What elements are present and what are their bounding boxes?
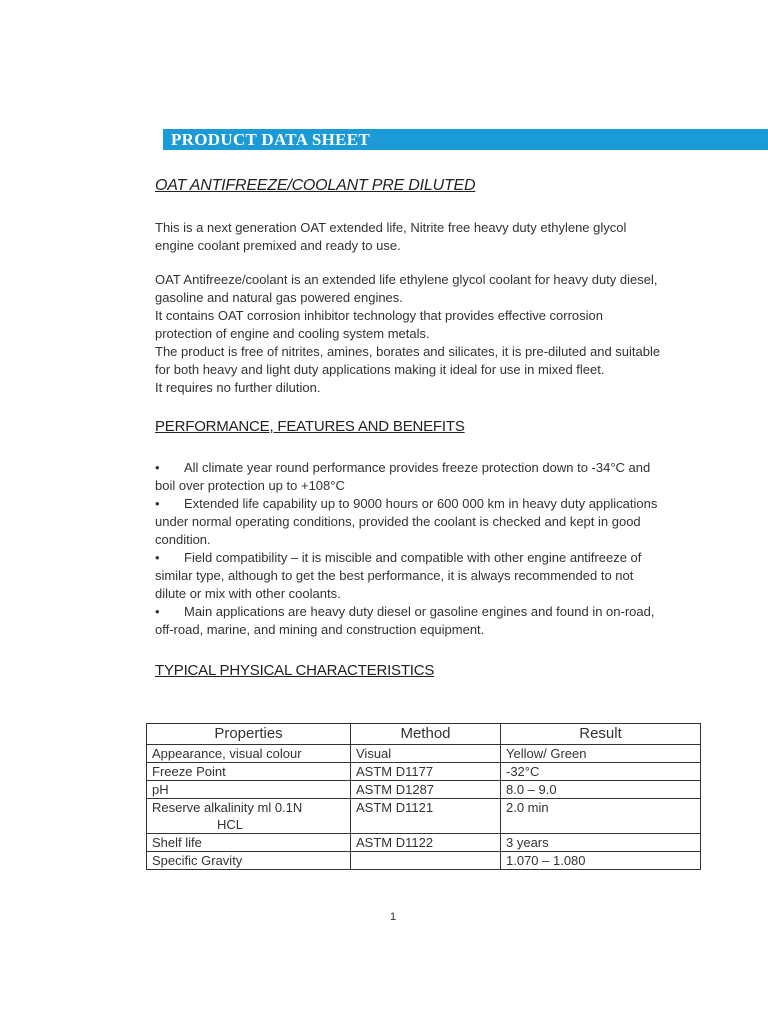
- bullet-symbol: •: [155, 460, 160, 475]
- benefit-text: off-road, marine, and mining and construction equipment.: [155, 622, 485, 637]
- bullet-symbol: •: [155, 550, 160, 565]
- benefit-item: [155, 603, 715, 639]
- document-title: OAT ANTIFREEZE/COOLANT PRE DILUTED: [155, 177, 476, 194]
- description-paragraph: [155, 271, 700, 397]
- benefit-item: [155, 549, 715, 603]
- bullet-symbol: •: [155, 604, 160, 619]
- method-cell: ASTM D1122: [351, 834, 501, 852]
- benefit-item: [155, 495, 715, 549]
- title-banner: [163, 129, 768, 150]
- property-cell: Appearance, visual colour: [147, 745, 351, 763]
- benefit-text: dilute or mix with other coolants.: [155, 586, 341, 601]
- description-line: It requires no further dilution.: [155, 380, 321, 395]
- property-text: Reserve alkalinity ml 0.1N: [152, 800, 303, 815]
- description-line: The product is free of nitrites, amines, borates and silicates, it is pre-diluted and suitable: [155, 344, 661, 359]
- benefit-text: All climate year round performance provides freeze protection down to -34°C and: [184, 460, 651, 475]
- benefits-list: [155, 459, 715, 639]
- table-row: [147, 834, 701, 852]
- table-row: [147, 799, 701, 834]
- description-line: It contains OAT corrosion inhibitor technology that provides effective corrosion: [155, 308, 604, 323]
- performance-heading: PERFORMANCE, FEATURES AND BENEFITS: [155, 418, 465, 435]
- property-cell: Specific Gravity: [147, 852, 351, 870]
- property-cell: pH: [147, 781, 351, 799]
- characteristics-heading: TYPICAL PHYSICAL CHARACTERISTICS: [155, 662, 435, 679]
- table-row: [147, 763, 701, 781]
- result-cell: 2.0 min: [501, 799, 701, 834]
- intro-line: engine coolant premixed and ready to use.: [155, 238, 401, 253]
- table-row: [147, 852, 701, 870]
- column-header-method: Method: [351, 724, 501, 745]
- benefit-text: under normal operating conditions, provided the coolant is checked and kept in good: [155, 514, 641, 529]
- banner-title: PRODUCT DATA SHEET: [171, 130, 371, 149]
- description-line: for both heavy and light duty applications making it ideal for use in mixed fleet.: [155, 362, 605, 377]
- method-cell: ASTM D1287: [351, 781, 501, 799]
- benefit-text: Main applications are heavy duty diesel or gasoline engines and found in on-road,: [184, 604, 655, 619]
- description-line: OAT Antifreeze/coolant is an extended life ethylene glycol coolant for heavy duty diesel,: [155, 272, 658, 287]
- property-cell: Shelf life: [147, 834, 351, 852]
- description-line: protection of engine and cooling system metals.: [155, 326, 430, 341]
- benefit-text: similar type, although to get the best performance, it is always recommended to not: [155, 568, 634, 583]
- property-text-continued: HCL: [217, 817, 244, 832]
- method-cell: ASTM D1177: [351, 763, 501, 781]
- bullet-symbol: •: [155, 496, 160, 511]
- result-cell: Yellow/ Green: [501, 745, 701, 763]
- benefit-item: [155, 459, 715, 495]
- table-header-row: [147, 724, 701, 745]
- characteristics-table: [146, 723, 701, 870]
- column-header-properties: Properties: [147, 724, 351, 745]
- benefit-text: Field compatibility – it is miscible and compatible with other engine antifreeze of: [184, 550, 642, 565]
- table-row: [147, 781, 701, 799]
- method-cell: [351, 852, 501, 870]
- column-header-result: Result: [501, 724, 701, 745]
- benefit-text: Extended life capability up to 9000 hours or 600 000 km in heavy duty applications: [184, 496, 658, 511]
- property-cell: Freeze Point: [147, 763, 351, 781]
- benefit-text: boil over protection up to +108°C: [155, 478, 345, 493]
- benefit-text: condition.: [155, 532, 211, 547]
- result-cell: 3 years: [501, 834, 701, 852]
- result-cell: 1.070 – 1.080: [501, 852, 701, 870]
- intro-paragraph: [155, 219, 700, 255]
- result-cell: -32°C: [501, 763, 701, 781]
- property-cell: [147, 799, 351, 834]
- method-cell: Visual: [351, 745, 501, 763]
- table-row: [147, 745, 701, 763]
- method-cell: ASTM D1121: [351, 799, 501, 834]
- intro-line: This is a next generation OAT extended life, Nitrite free heavy duty ethylene glycol: [155, 220, 627, 235]
- description-line: gasoline and natural gas powered engines.: [155, 290, 403, 305]
- page-number: 1: [390, 911, 397, 923]
- result-cell: 8.0 – 9.0: [501, 781, 701, 799]
